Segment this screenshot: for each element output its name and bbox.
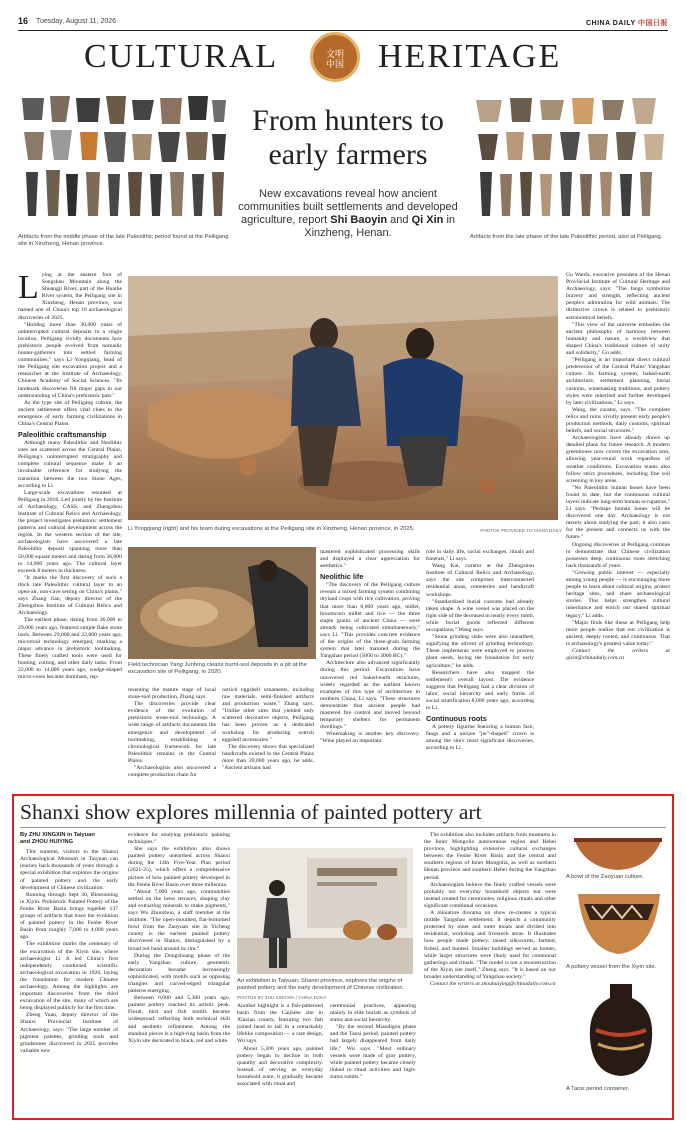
section-emblem-icon: 文明 中国 (310, 32, 360, 82)
photo-credit: PHOTOS PROVIDED TO CHINA DAILY (480, 528, 562, 533)
exhibition-photo-credit: PHOTOS BY ZHU XINGXIN / CHINA DAILY (237, 995, 327, 1000)
excavation-scene (128, 276, 558, 520)
subhead-continuous-roots: Continuous roots (426, 714, 487, 724)
section-banner (0, 32, 686, 82)
artifact-photo-left (18, 92, 229, 248)
header-rule (18, 30, 668, 31)
artifact-photo-right (470, 92, 670, 242)
subhead-neolithic: Neolithic life (320, 572, 364, 582)
masthead-brand: CHINA DAILY 中国日报 (585, 19, 668, 27)
field-technician-photo (128, 547, 316, 659)
subhead-paleolithic: Paleolithic craftsmanship (18, 430, 107, 440)
feature-column-1: L ying at the eastern foot of Songshan Mountain along the Shuangji River, part of the Huaihe River system, the Peiligang site in Xinzheng, Henan province, was named one of China's top 10 archaeological discoveries of 2025. "Holding more than 30,000 years of uninterrupted cultural deposits in a single location, Peiligang vividly documents how prehistoric people evolved from nomadic hunter-gatherers into settled farming communities," says Li Yongqiang, head of the Peiligang site excavation project and a researcher at the Institute of Archaeology, Chinese Academy of Social Sciences. "Its landmark discoveries fill major gaps in our understanding of China's prehistoric past." As the type site of Peiligang culture, the ancient settlement offers vital clues to the emergence of early farming civilizations in China's Central Plains. Paleolithic craftsmanship Although many Paleolithic and Neolithic sites are scattered across the Central Plains, Peiligang's uninterrupted stratigraphy and complete cultural sequence make it an invaluable reference for studying the transition between the two Stone Ages, according to Li. Large-scale excavations resumed at Peiligang in 2018. Led jointly by the Institute of Archaeology, CASS, and Zhengzhou Institute of Cultural Relics and Archaeology, the project investigates prehistoric settlement patterns and cultural development across the region. In the western section of the site, archaeologists have uncovered a late Paleolithic deposit spanning more than 50,000 square meters and dating from 36,000 to 14,000 years ago. The cultural layer exceeds 8 meters in thickness. "It marks the first discovery of such a thick late Paleolithic cultural layer in an open-air, non-cave setting on China's plains," says Zhang Jian, deputy director of the Zhengzhou Institute of Cultural Relics and Archaeology. The earliest phase, dating from 36,000 to 29,000 years ago, featured simple flake stone tools. Between 29,000 and 22,000 years ago, microtool technology emerged, marking a major advance in prehistoric toolmaking. These finely crafted tools were used for hunting, cutting, and other daily tasks. From 22,000 to 14,000 years ago, wedge-shaped micro-cores became dominant, rep- (18, 272, 122, 681)
microliths-illustration (470, 92, 670, 232)
feature-column-6: Gu Wanfa, executive president of the Henan Provincial Institute of Cultural Heritage and Archaeology, says: "The fangs symbolize bravery and strength, reflecting ancient people's admiration for wild animals. The distinctive crown is related to prehistoric astronomical beliefs. "This view of the universe embodies the ancient philosophy of harmony between humanity and nature, a worldview that shaped China's traditional culture of unity and solidarity," Gu adds. "Peiligang is an important direct cultural predecessor of the Central Plains' Yangshao culture. Its farming system, baked-earth architecture, settlement planning, burial customs, winemaking traditions, and pottery styles were inherited and further developed by later civilizations," Li says. Wang, the curator, says, "The complete relics and ruins vividly present early people's production methods, daily customs, spiritual beliefs, and social structures." Archaeologists have already drawn up detailed plans for future research. A modern greenhouse now covers the excavation area, allowing year-round work regardless of weather conditions. Excavation teams also follow strict procedures, including fine soil screening in key areas. "No Paleolithic human bones have been found to date, but the continuous cultural layers indicate long-term human occupation," Li says. "Perhaps human bones will be discovered one day. Archaeology is not merely about studying the past; it also casts for the present and connects us with the future." Ongoing discoveries at Peiligang continue to demonstrate that Chinese civilization possesses deep, continuous roots stretching back thousands of years. "Growing public interest — especially among young people — is encouraging more people to learn about cultural origins, protect heritage sites, and share archaeological stories. This helps strengthen cultural inheritance and enrich our shared spiritual legacy," Li adds. "Major finds like those at Peiligang help more people realize that our civilization is ancient, deeply rooted, and continuous. That is archaeology's greatest value today." Contact the writers at qixin@chinadaily.com.cn (566, 272, 670, 662)
page-number: 16 (18, 16, 29, 26)
pit-scene (128, 547, 316, 659)
pot-caption-3: A Taosi period container. (566, 1086, 630, 1092)
feature-column-3: ostrich eggshell ornaments, including raw materials, semi-finished artifacts and production waste," Zhang says. "Unlike other sites that yielded only scattered decorative objects, Peiligang has been proven as a dedicated workshop for producing ostrich eggshell accessories." The discovery shows that specialized handicrafts existed in the Central Plains more than 20,000 years ago, he adds. "Ancient artisans had (222, 687, 314, 772)
drop-cap: L (18, 272, 39, 306)
shanxi-column-2: evidence for studying prehistoric painting techniques." She says the exhibition also shows painted pottery unearthed across Shanxi during the 14th Five-Year Plan period (2021-25), which offers a comprehensive picture of how painted pottery developed in the Fenhe River Basin over three millennia. "About 7,000 years ago, communities settled on the loess terraces, shaping clay and extracting minerals to make pigments," says Wu Zhuozhuo, a staff member at the institute. "The open-mouthed, flat-bottomed bowl from the Zaoyuan site in Yicheng county is the earliest painted pottery discovered in Shanxi, distinguished by a broad red band around its rim." During the Dongzhuang phase of the early Yangshao culture, geometric decoration became increasingly sophisticated, with motifs such as opposing triangles and curved-edged triangular patterns emerging. Between 6,000 and 5,300 years ago, painted pottery reached its artistic peak. Floral, bird and fish motifs became widespread, reflecting both technical skill and aesthetic refinement. Among the standout pieces is a high-ring basin from the Xiyin site decorated in black, red and white. (128, 832, 230, 1044)
zaoyuan-bowl-image (566, 832, 670, 872)
shanxi-headline: Shanxi show explores millennia of painted pottery art (20, 800, 482, 824)
shanxi-column-1: By ZHU XINGXIN in Taiyuan and ZHOU HUIYING This summer, visitors to the Shanxi Archaeological Museum in Taiyuan can journey back thousands of years through a special exhibition that explores the origins of painted pottery and the early development of Chinese civilization. Running through Sept 30, Blossoming in Xiyin: Prehistoric Painted Pottery of the Fenhe River Basin brings together 137 groups of artifacts that trace the evolution of painted pottery in the Fenhe River Basin from roughly 7,000 to 4,000 years ago. The exhibition marks the centenary of the excavation of the Xiyin site, where archaeologist Li Ji led China's first independently conducted scientific archaeological excavation in 1926, laying the foundation for modern Chinese archaeology. Among the highlights are important discoveries from the third excavation of the site, many of which are being displayed publicly for the first time. Zheng Yuan, deputy director of the Shanxi Provincial Institute of Archaeology, says: "The large number of pigment palettes, grinding tools and grindstones discovered in 2025 provides valuable new (20, 832, 118, 1054)
writers-contact: Contact the writers at qixin@chinadaily.com.cn (566, 647, 670, 662)
pot-caption-2: A pottery vessel from the Xiyin site. (566, 964, 657, 970)
xiyin-vessel-image (572, 884, 666, 960)
excavation-photo-caption: Li Yongqiang (right) and his team during excavations at the Peiligang site in Xinzheng, Henan province, in 2025. (128, 526, 415, 532)
section-word-heritage: HERITAGE (378, 38, 562, 75)
feature-column-5: role in daily life, social exchanges, rituals and funerals," Li says. Wang Kai, curator at the Zhengzhou Institute of Cultural Relics and Archaeology, says the site comprises interconnected residential areas, cemeteries and handicraft workshops. "Standardized burial customs had already taken shape. A wine vessel was placed on the right side of the deceased in nearly every tomb, while burial goods reflected different occupations," Wang says. "Stone grinding slabs were also unearthed, signifying the advent of grinding technology. These implements were employed to process plant seeds, laying the foundation for early agriculture," he adds. Researchers have also mapped the settlement's overall layout. The evidence suggests that Peiligang had a clear division of labor, social hierarchy and early forms of social stratification 8,000 years ago, according to Li. Continuous roots A pottery figurine featuring a human face, fangs and a unique "jie"-shaped" crown is among the site's most significant discoveries, according to Li. (426, 549, 534, 752)
artifact-caption-right: Artifacts from the late phase of the late Paleolithic period, also at Peiligang. (470, 234, 663, 240)
feature-column-2: resenting the mature stage of local stone-tool production, Zhang says. The discoveries provide clear evidence of the evolution of prehistoric stone-tool technology. A wide range of artifacts documents the emergence and development of toolmaking, establishing a chronological framework for late Paleolithic remains in the Central Plains. "Archaeologists also uncovered a complete production chain for (128, 687, 216, 779)
stone-tools-illustration (18, 92, 228, 232)
field-technician-caption: Field technician Yang Junfeng cleans burnt-soil deposits in a pit at the excavation site of Peiligang, in 2020. (128, 662, 307, 676)
excavation-photo (128, 276, 558, 520)
shanxi-writers-contact: Contact the writers at zhouhuiying@chinadaily.com.cn (430, 980, 556, 987)
page-header (18, 16, 668, 30)
shanxi-column-3: Another highlight is a fish-patterned basin from the Caijiahe site in Xiaxian county, featuring two fish joined head to tail in a remarkably lifelike composition — a rare design, Wu says. About 5,300 years ago, painted pottery began to decline in both quantity and decorative complexity. Instead of serving as everyday household ware, it gradually became associated with ritual and (237, 1003, 323, 1088)
exhibition-caption: An exhibition in Taiyuan, Shanxi province, explores the origins of painted pottery and the early development of Chinese civilization. (237, 978, 405, 992)
taosi-container-image (586, 980, 656, 1080)
issue-date: Tuesday, August 11, 2026 (36, 18, 117, 25)
artifact-caption-left: Artifacts from the middle phase of the late Paleolithic period found at the Peiligang site in Xinzheng, Henan province. (18, 234, 229, 248)
exhibition-photo (237, 848, 413, 974)
shanxi-column-4: ceremonial practices, appearing mainly in elite burials as symbols of status and social hierarchy. "By the second Miaodigou phase and the Taosi period, painted pottery had largely disappeared from daily life," Wu says. "Most ordinary vessels were made of gray pottery, while painted pottery became closely linked to ritual activities and high-status tombs." (330, 1003, 416, 1080)
byline-2: and ZHOU HUIYING (20, 839, 74, 846)
feature-headline: From hunters to early farmers (252, 104, 444, 171)
exhibition-scene (237, 848, 413, 974)
section-word-cultural: CULTURAL (84, 38, 279, 75)
pot-caption-1: A bowl of the Zaoyuan culture. (566, 874, 644, 880)
feature-column-4: mastered sophisticated processing skills and displayed a clear appreciation for aesthetics." Neolithic life "The discovery of the Peiligang culture reveals a mixed farming system combining dryland crops with rice cultivation, proving that more than 8,000 years ago, millet, broomcorn millet and rice — the three staple grains of ancient China — were already being cultivated simultaneously," says Li. "This provides concrete evidence of the origins of the three-grain farming system that later matured during the Yangshao period (5000 to 3000 BC)." Architecture also advanced significantly during this period. Excavations have uncovered red baked-earth structures, widely regarded as the earliest known examples of this type of architecture in northern China, Li says. "These structures demonstrate that ancient people had mastered fire control and moved beyond temporary shelters for permanent dwellings." Winemaking is another key discovery. "Wine played an important (320, 549, 420, 745)
headline-rule (20, 827, 666, 828)
shanxi-column-5: The exhibition also includes artifacts from museums in the Inner Mongolia autonomous region and Hebei province, highlighting extensive cultural exchanges between the Fenhe River Basin and the central and southern regions of Inner Mongolia, as well as northern Henan province and southern Hebei during the Yangshao period. Archaeologists believe the finely crafted vessels were probably not everyday household objects but were instead created for ceremonies, religious rituals and other significant communal occasions. A miniature diorama on show re-creates a typical middle Yangshao settlement. It depicts a community protected by inner and outer moats and divided into residential, workshop and livestock areas. It illustrates how people made pottery, raised silkworms, farmed, fished, and hunted. Smaller buildings served as homes, while larger structures were likely used for communal gatherings and rituals. "The model is not a reconstruction of the Xiyin site itself," Zheng says. "It is based on our broader understanding of Yangshao society." Contact the writers at zhouhuiying@chinadaily.com.cn (424, 832, 556, 987)
feature-deck: New excavations reveal how ancient communities built settlements and developed agriculture, report Shi Baoyin and Qi Xin in Xinzheng, Henan. (238, 188, 458, 239)
byline: By ZHU XINGXIN in Taiyuan (20, 832, 95, 838)
